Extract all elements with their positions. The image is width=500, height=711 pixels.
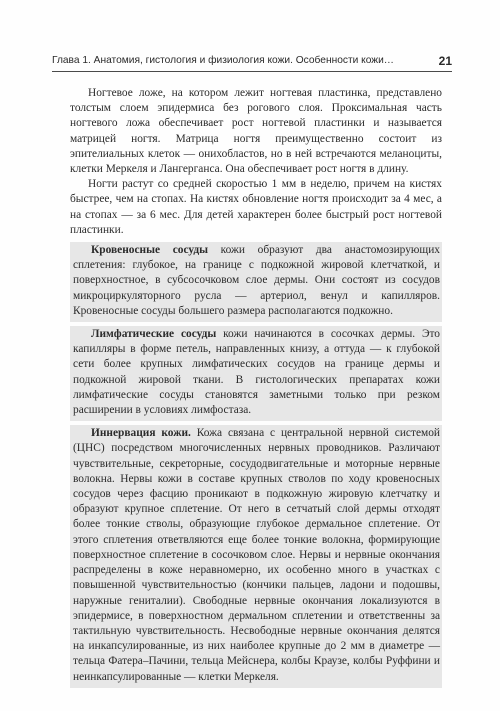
section-blood-vessels (70, 242, 442, 322)
term-innervation: Иннервация кожи. (91, 427, 191, 440)
body-text (70, 86, 442, 688)
term-blood-vessels: Кровеносные сосуды (91, 244, 208, 257)
chapter-title: Глава 1. Анатомия, гистология и физиология кожи. Особенности кожи… (52, 55, 394, 66)
page-number: 21 (438, 54, 452, 68)
innervation-text: Кожа связана с центральной нервной системой (ЦНС) посредством многочисленных нервных проводников. Различают чувствительные, секреторные, сосудодвигательные и моторные нервные волокна. Нервы кожи в составе крупных стволов по ходу кровеносных сосудов через фасцию проникают в подкожную жировую клетчатку и образуют крупное сплетение. От него в сетчатый слой дермы отходят более тонкие стволы, образующие глубокое дермальное сплетение. От этого сплетения ответвляются еще более тонкие волокна, формирующие поверхностное сплетение в сосочковом слое. Нервы и нервные окончания распределены в коже неравномерно, их особенно много в участках с повышенной чувствительностью (кончики пальцев, ладони и подошвы, наружные гениталии). Свободные нервные окончания локализуются в эпидермисе, в поверхностном дермальном сплетении и ответственны за тактильную чувствительность. Несвободные нервные окончания делятся на инкапсулированные, из них наиболее крупные до 2 мм в диаметре — тельца Фатера–Пачини, тельца Мейснера, колбы Краузе, колбы Руффини и неинкапсулированные — клетки Меркеля. (73, 427, 440, 683)
blood-vessels-text: кожи образуют два анастомозирующих сплетения: глубокое, на границе с подкожной жировой клетчаткой, и поверхностное, в субсосочковом слое дермы. Они состоят из сосудов микроциркуляторного русла — артериол, венул и капилляров. Кровеносные сосуды большего размера располагаются подкожно. (73, 244, 440, 317)
header-divider (52, 71, 452, 72)
paragraph-nail-growth: Ногти растут со средней скоростью 1 мм в неделю, причем на кистях быстрее, чем на стопах. На кистях обновление ногтя происходит за 4 мес, а на стопах — за 6 мес. Для детей характерен более быстрый рост ногтевой пластинки. (70, 178, 442, 236)
paragraph-lymphatic-vessels (73, 327, 440, 418)
paragraph-blood-vessels (73, 243, 440, 319)
term-lymphatic-vessels: Лимфатические сосуды (91, 328, 217, 341)
section-innervation (70, 425, 442, 687)
section-lymphatic-vessels (70, 326, 442, 421)
lymphatic-vessels-text: кожи начинаются в сосочках дермы. Это капилляры в форме петель, направленных книзу, а оттуда — к глубокой сети более крупных лимфатических сосудов на границе дермы и подкожной жировой ткани. В гистологических препаратах кожи лимфатические сосуды становятся заметными только при резком расширении в условиях лимфостаза. (73, 328, 440, 417)
paragraph-nail-bed: Ногтевое ложе, на котором лежит ногтевая пластинка, представлено толстым слоем эпидермиса без рогового слоя. Проксимальная часть ногтевого ложа обеспечивает рост ногтевой пластинки и называется матрицей ногтя. Матрица ногтя преимущественно состоит из эпителиальных клеток — онихобластов, но в ней встречаются меланоциты, клетки Меркеля и Лангерганса. Она обеспечивает рост ногтя в длину. (70, 87, 442, 176)
paragraph-innervation (73, 426, 440, 684)
